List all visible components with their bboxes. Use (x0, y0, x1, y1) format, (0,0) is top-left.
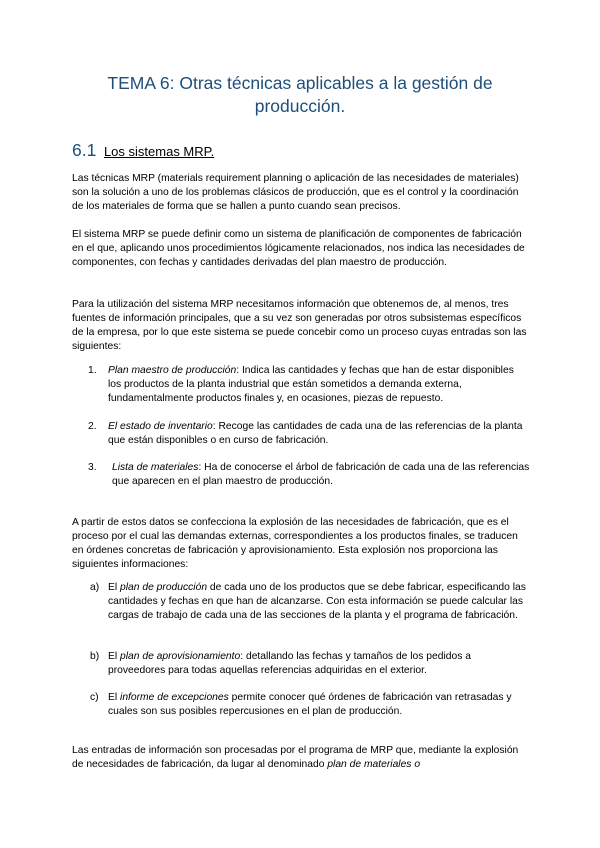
paragraph-explosion: A partir de estos datos se confecciona la explosión de las necesidades de fabricación, que es el proceso por el cual las demandas externas, correspondientes a los productos finales, se traducen en órdenes concretas de fabricación y aprovisionamiento. Esta explosión nos proporciona las siguientes informaciones: (72, 517, 518, 570)
list-term: El estado de inventario (108, 421, 213, 432)
title-line-1: TEMA 6: Otras técnicas aplicables a la gestión de (107, 73, 493, 93)
list-item-informe-excepciones (108, 691, 528, 719)
list-item-plan-produccion (108, 581, 528, 623)
section-title: Los sistemas MRP. (103, 144, 215, 159)
list-marker: c) (90, 692, 99, 703)
paragraph-intro: Las técnicas MRP (materials requirement planning o aplicación de las necesidades de materiales) son la solución a uno de los problemas clásicos de producción, que es el control y la coordinación de los materiales de forma que se hallen a punto cuando sean precisos. (72, 173, 519, 212)
list-marker: a) (90, 582, 100, 593)
list-marker: 3. (88, 462, 97, 473)
list-text: : Recoge las cantidades de cada una de las referencias de la planta que están disponibles o en curso de fabricación. (108, 421, 523, 446)
list-pre: El (108, 692, 121, 703)
list-text: permite conocer qué órdenes de fabricación van retrasadas y cuales son sus posibles repercusiones en el plan de producción. (108, 692, 512, 717)
list-item-plan-maestro (108, 364, 528, 406)
paragraph-final (72, 744, 532, 772)
list-term: Plan maestro de producción (108, 365, 237, 376)
list-text: : Ha de conocerse el árbol de fabricación de cada una de las referencias que aparecen en el plan maestro de producción. (112, 462, 530, 487)
list-pre: El (108, 582, 121, 593)
list-term: Lista de materiales (112, 462, 199, 473)
list-marker: 1. (88, 365, 97, 376)
list-text: de cada uno de los productos que se debe fabricar, especificando las cantidades y fechas en que han de alcanzarse. Con esta información se puede calcular las cargas de trabajo de cada una de las secciones de la planta y el programa de fabricación. (108, 582, 526, 621)
section-number: 6.1 (72, 140, 97, 160)
paragraph-inputs: Para la utilización del sistema MRP necesitamos información que obtenemos de, al menos, tres fuentes de información principales, que a su vez son generadas por otros subsistemas específicos de la empresa, por lo que este sistema se puede concebir como un proceso cuyas entradas son las siguientes: (72, 299, 527, 352)
list-term: plan de producción (120, 582, 208, 593)
section-heading (72, 140, 214, 161)
list-marker: b) (90, 651, 100, 662)
list-marker: 2. (88, 421, 97, 432)
list-item-lista-materiales (112, 461, 532, 489)
list-text: : Indica las cantidades y fechas que han de estar disponibles los productos de la planta industrial que están sometidos a demanda externa, fundamentalmente productos finales y, en ocasiones, piezas de repuesto. (108, 365, 514, 404)
list-text: : detallando las fechas y tamaños de los pedidos a proveedores para todas aquellas referencias adquiridas en el exterior. (108, 651, 471, 676)
list-pre: El (108, 651, 121, 662)
list-item-inventario (108, 420, 528, 448)
title-line-2: producción. (254, 96, 346, 116)
list-item-plan-aprovisionamiento (108, 650, 528, 678)
page-title (60, 72, 540, 118)
paragraph-final-term: plan de materiales o (327, 759, 421, 770)
paragraph-definition: El sistema MRP se puede definir como un sistema de planificación de componentes de fabricación en el que, aplicando unos procedimientos lógicamente relacionados, nos indica las necesidades de componentes, con fechas y cantidades derivadas del plan maestro de producción. (72, 229, 525, 268)
list-term: plan de aprovisionamiento (120, 651, 241, 662)
paragraph-final-text: Las entradas de información son procesadas por el programa de MRP que, mediante la explosión de necesidades de fabricación, da lugar al denominado (72, 745, 519, 770)
list-term: informe de excepciones (120, 692, 229, 703)
